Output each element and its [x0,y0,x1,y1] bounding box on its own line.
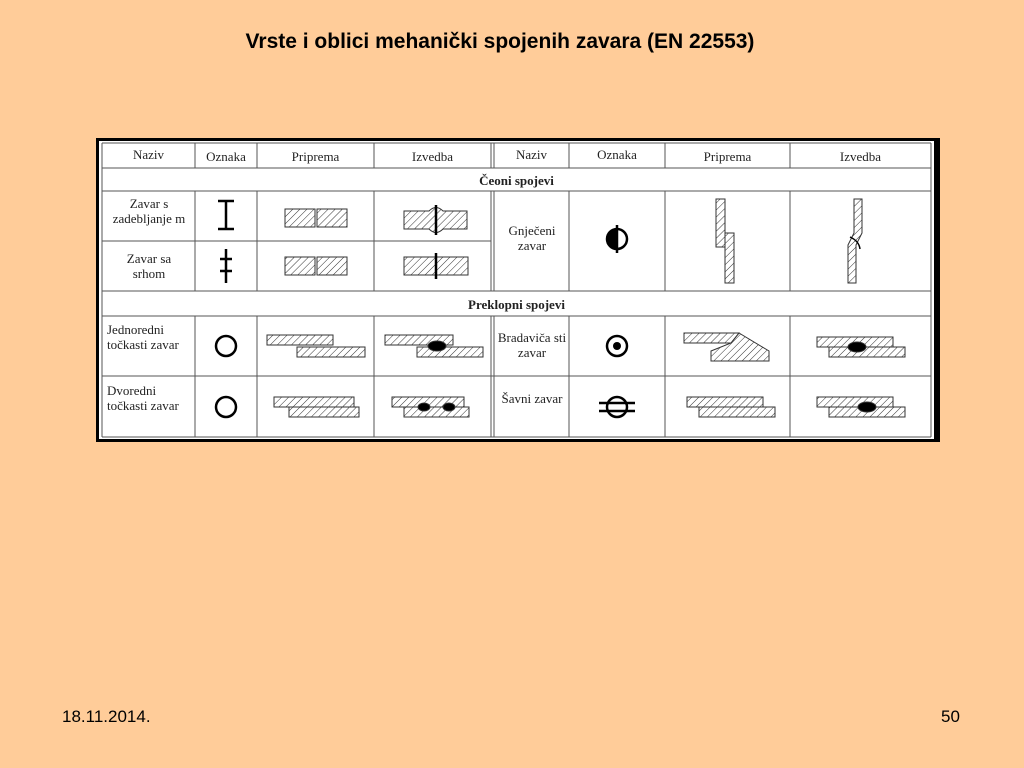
prep-lap-icon [274,397,359,417]
slide-title: Vrste i oblici mehanički spojenih zavara (EN 22553) [245,30,755,53]
prep-projection-icon [684,333,769,361]
header-oznaka-left: Oznaka [206,149,246,164]
weld-table-body [99,141,934,439]
section-ceoni-spojevi: Čeoni spojevi [479,173,554,188]
slide-page-number: 50 [941,707,960,726]
prep-mash-icon [716,199,734,283]
header-priprema-left: Priprema [291,149,340,164]
prep-butt-icon [285,257,347,275]
header-izvedba-right: Izvedba [839,149,882,164]
slide-date: 18.11.2014. [62,707,151,726]
row-name-bradavicasti: Bradaviča sti zavar [497,330,567,360]
row-name-zadebljanje: Zavar s zadebljanje m [112,196,186,226]
half-filled-circle-icon [607,225,627,253]
circle-icon [216,397,236,417]
flash-weld-icon [404,253,468,279]
row-name-srhom: Zavar sa srhom [126,251,172,281]
seam-weld-icon [817,397,905,417]
spot-weld-lap-icon [385,335,483,357]
double-spot-weld-icon [392,397,469,417]
dagger-symbol-icon [220,249,232,283]
weld-table [96,138,940,442]
double-bar-circle-icon [599,397,635,417]
circle-icon [216,336,236,356]
projection-weld-icon [817,337,905,357]
header-oznaka-right: Oznaka [597,147,637,162]
header-naziv-left: Naziv [132,147,165,162]
row-name-jednoredni: Jednoredni točkasti zavar [107,322,179,352]
row-name-gnjeceni: Gnječeni zavar [508,223,556,253]
prep-seam-icon [687,397,775,417]
prep-lap-icon [267,335,365,357]
prep-butt-icon [285,209,347,227]
header-naziv-right: Naziv [515,147,548,162]
header-priprema-right: Priprema [703,149,752,164]
header-izvedba-left: Izvedba [411,149,454,164]
mash-weld-icon [848,199,862,283]
dot-circle-icon [607,336,627,356]
upset-weld-icon [404,205,467,235]
section-preklopni-spojevi: Preklopni spojevi [468,297,565,312]
row-name-savni: Šavni zavar [501,391,563,406]
row-name-dvoredni: Dvoredni točkasti zavar [107,383,179,413]
i-beam-symbol-icon [218,201,234,229]
